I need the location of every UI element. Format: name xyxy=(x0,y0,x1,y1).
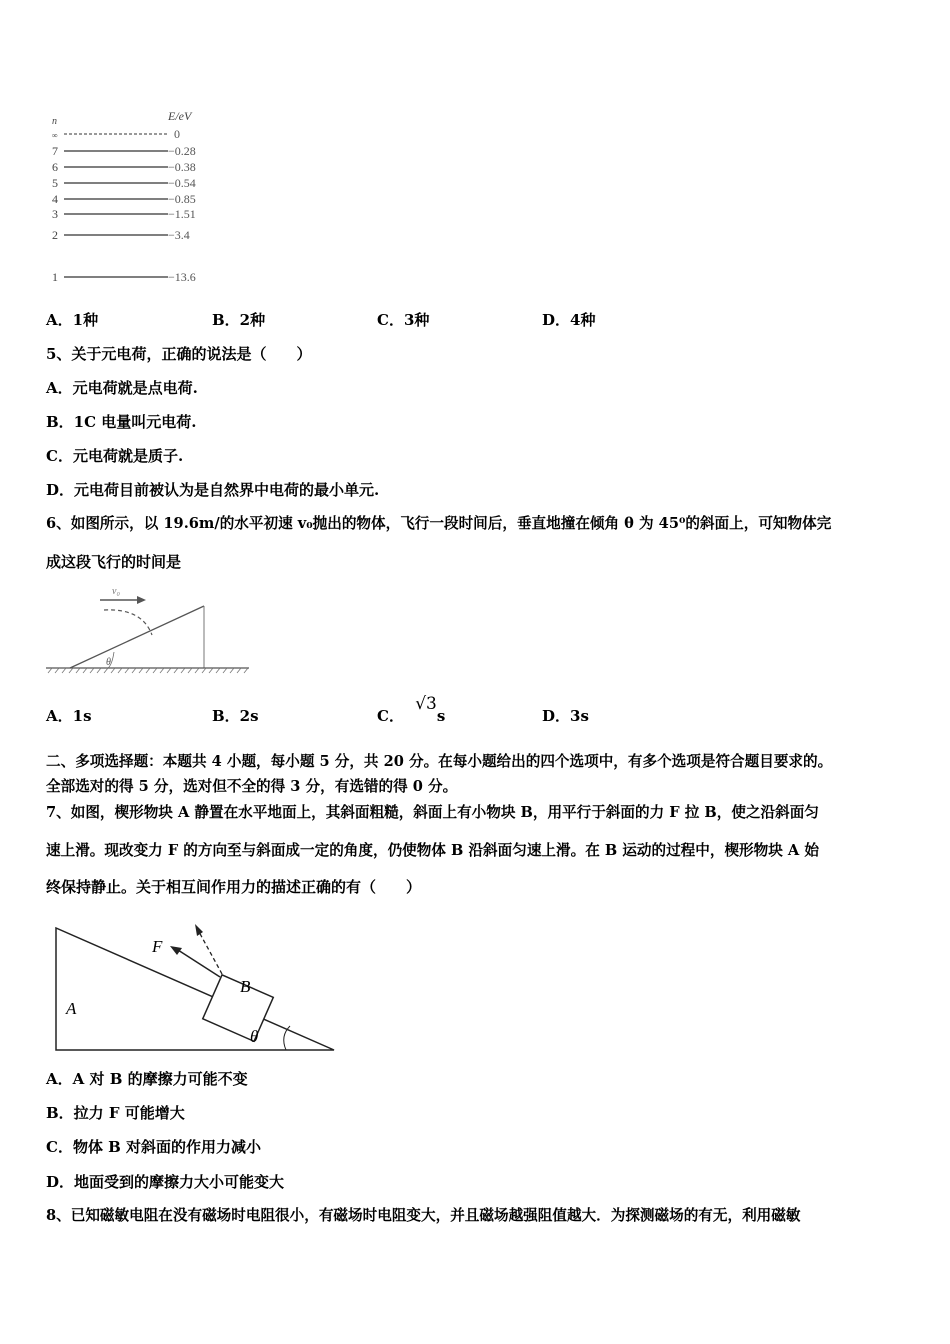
level-n-label: ∞ xyxy=(52,131,58,140)
ground-hatch xyxy=(69,668,73,673)
q7-stem-line3: 终保持静止。关于相互间作用力的描述正确的有（ ） xyxy=(46,878,422,896)
q6-stem-line2: 成这段飞行的时间是 xyxy=(46,553,182,571)
q7-option-d[interactable]: D．地面受到的摩擦力大小可能变大 xyxy=(46,1173,285,1191)
q6-option-c[interactable] xyxy=(377,694,446,726)
q5-option-a[interactable]: A．元电荷就是点电荷. xyxy=(46,379,198,397)
ground-hatch xyxy=(216,668,220,673)
label-f: F xyxy=(152,937,163,956)
ground-hatch xyxy=(111,668,115,673)
ground-hatch xyxy=(146,668,150,673)
level-energy-label: −3.4 xyxy=(168,228,190,242)
level-n-label: 4 xyxy=(52,192,58,206)
level-n-label: 7 xyxy=(52,144,58,158)
ground-hatch xyxy=(167,668,171,673)
ground-hatch xyxy=(90,668,94,673)
trajectory-curve xyxy=(104,610,152,635)
axis-n-label: n xyxy=(52,116,57,127)
ground-hatch xyxy=(209,668,213,673)
block-b xyxy=(203,975,274,1041)
arrow-head-icon xyxy=(170,946,182,955)
ground-hatch xyxy=(160,668,164,673)
ground-hatch xyxy=(202,668,206,673)
section2-heading-line1: 二、多项选择题：本题共 4 小题，每小题 5 分，共 20 分。在每小题给出的四个选项中，有多个选项是符合题目要求的。 xyxy=(46,753,833,770)
level-n-label: 3 xyxy=(52,207,58,221)
ground-hatch xyxy=(153,668,157,673)
q4-option-b[interactable]: B．2种 xyxy=(212,311,266,329)
q7-option-b[interactable]: B．拉力 F 可能增大 xyxy=(46,1104,185,1122)
level-n-label: 5 xyxy=(52,176,58,190)
q7-option-c[interactable]: C．物体 B 对斜面的作用力减小 xyxy=(46,1138,262,1156)
q4-option-d[interactable]: D．4种 xyxy=(542,311,596,329)
ground-hatch xyxy=(104,668,108,673)
ground-hatch xyxy=(62,668,66,673)
q6-option-b[interactable]: B．2s xyxy=(212,707,259,725)
level-energy-label: −0.28 xyxy=(168,144,196,158)
sqrt3-math: √3 xyxy=(415,694,437,714)
level-energy-label: −13.6 xyxy=(168,270,196,284)
ground-hatch xyxy=(125,668,129,673)
ground-hatch xyxy=(132,668,136,673)
ground-hatch xyxy=(97,668,101,673)
label-b: B xyxy=(240,977,251,996)
ground-hatch xyxy=(76,668,80,673)
ground-hatch xyxy=(188,668,192,673)
v0-label: v₀ xyxy=(112,586,120,597)
ground-hatch xyxy=(223,668,227,673)
ground-hatch xyxy=(118,668,122,673)
q7-option-a[interactable]: A．A 对 B 的摩擦力可能不变 xyxy=(46,1070,248,1088)
ground-hatch xyxy=(139,668,143,673)
section2-heading-line2: 全部选对的得 5 分，选对但不全的得 3 分，有选错的得 0 分。 xyxy=(46,778,458,795)
q6-option-a[interactable]: A．1s xyxy=(46,707,92,725)
q5-option-b[interactable]: B．1C 电量叫元电荷. xyxy=(46,413,197,431)
level-energy-label: −1.51 xyxy=(168,207,196,221)
level-energy-label: −0.54 xyxy=(168,176,196,190)
ground-hatch xyxy=(195,668,199,673)
q6-option-d[interactable]: D．3s xyxy=(542,707,589,725)
level-energy-label: −0.38 xyxy=(168,160,196,174)
ground-hatch xyxy=(181,668,185,673)
q4-option-a[interactable]: A．1种 xyxy=(46,311,99,329)
incline-line xyxy=(70,606,204,668)
level-n-label: 1 xyxy=(52,270,58,284)
level-energy-label: 0 xyxy=(174,127,180,141)
ground-hatch xyxy=(48,668,52,673)
ground-hatch xyxy=(55,668,59,673)
arrow-head-icon xyxy=(137,596,146,604)
q6-incline-figure xyxy=(44,578,254,678)
level-n-label: 2 xyxy=(52,228,58,242)
arrow-head-icon xyxy=(195,924,203,936)
force-f-arrow xyxy=(178,950,220,977)
q5-stem: 5、关于元电荷，正确的说法是（ ） xyxy=(46,345,312,363)
q7-stem-line2: 速上滑。现改变力 F 的方向至与斜面成一定的角度，仍使物体 B 沿斜面匀速上滑。在 B 运动的过程中，楔形物块 A 始 xyxy=(46,842,819,859)
q5-option-d[interactable]: D．元电荷目前被认为是自然界中电荷的最小单元. xyxy=(46,481,380,499)
level-n-label: 6 xyxy=(52,160,58,174)
q7-wedge-figure xyxy=(50,922,340,1056)
ground-hatch xyxy=(237,668,241,673)
q5-option-c[interactable]: C．元电荷就是质子. xyxy=(46,447,184,465)
ground-hatch xyxy=(230,668,234,673)
q8-stem-line1: 8、已知磁敏电阻在没有磁场时电阻很小，有磁场时电阻变大，并且磁场越强阻值越大．为探测磁场的有无，利用磁敏 xyxy=(46,1207,801,1224)
label-theta: θ xyxy=(250,1027,259,1046)
theta-label: θ xyxy=(106,657,111,668)
energy-level-diagram xyxy=(46,108,216,288)
label-a: A xyxy=(66,999,77,1018)
ground-hatch xyxy=(174,668,178,673)
dashed-force-arrow xyxy=(198,930,222,974)
wedge-a xyxy=(56,928,334,1050)
ground-hatch xyxy=(244,668,248,673)
level-energy-label: −0.85 xyxy=(168,192,196,206)
q4-option-c[interactable]: C．3种 xyxy=(377,311,430,329)
axis-e-label: E/eV xyxy=(168,109,192,123)
unit: s xyxy=(436,707,446,725)
q6-stem-line1: 6、如图所示，以 19.6m/的水平初速 v₀抛出的物体，飞行一段时间后，垂直地撞在倾角 θ 为 45⁰的斜面上，可知物体完 xyxy=(46,515,832,532)
option-label: C． xyxy=(377,707,404,725)
q7-stem-line1: 7、如图，楔形物块 A 静置在水平地面上，其斜面粗糙，斜面上有小物块 B，用平行于斜面的力 F 拉 B，使之沿斜面匀 xyxy=(46,804,819,821)
ground-hatch xyxy=(83,668,87,673)
